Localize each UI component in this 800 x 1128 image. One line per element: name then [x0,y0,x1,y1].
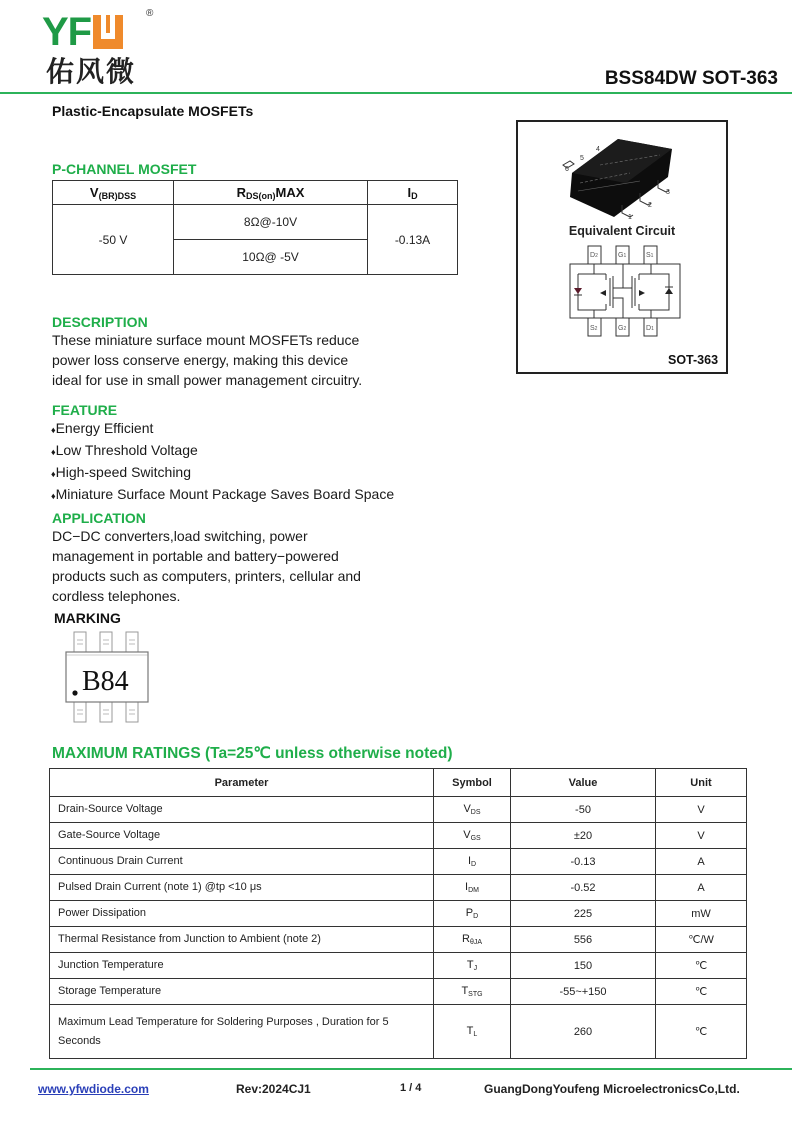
symbol-cell: $P_D$ [434,901,511,927]
application-line: management in portable and battery−powered [52,548,339,564]
registered-mark: ® [146,8,154,19]
pin-label-g1: G1 [618,252,627,259]
equivalent-circuit-diagram [568,244,683,338]
ratings-row [50,823,747,849]
package-drawing [560,125,690,220]
unit-cell: mW [656,901,747,927]
equivalent-circuit-title: Equivalent Circuit [568,224,676,238]
unit-cell: V [656,797,747,823]
header-rdson: $R_{DS(on)}MAX$ [174,181,368,205]
rdson-value-1: 8Ω@-10V [174,205,368,240]
ratings-table [49,768,747,1059]
document-subtitle: Plastic-Encapsulate MOSFETs [52,103,254,119]
marking-code: B84 [82,666,129,697]
pin-label-d2: D2 [590,252,598,259]
feature-heading: FEATURE [52,402,118,418]
part-number-title: BSS84DW SOT-363 [604,68,778,89]
description-heading: DESCRIPTION [52,314,148,330]
application-heading: APPLICATION [52,510,146,526]
parameter-cell: Storage Temperature [50,979,434,1005]
header-vbrdss: $V_{(BR)DSS}$ [53,181,174,205]
revision-label: Rev:2024CJ1 [236,1082,311,1096]
col-unit: Unit [656,769,747,797]
parameter-cell: Maximum Lead Temperature for Soldering Purposes , Duration for 5 Seconds [50,1005,434,1059]
pin-2-label: 2 [648,202,652,209]
parameter-cell: Continuous Drain Current [50,849,434,875]
ratings-row [50,849,747,875]
bullet-icon: ♦ [51,425,56,435]
feature-list [51,418,394,506]
unit-cell: ℃ [656,1005,747,1059]
description-text [52,330,362,390]
description-line: These miniature surface mount MOSFETs reduce [52,332,360,348]
symbol-cell: $V_{GS}$ [434,823,511,849]
col-parameter: Parameter [50,769,434,797]
summary-table [52,180,458,275]
application-line: products such as computers, printers, cellular and [52,568,361,584]
marking-diagram [64,630,156,726]
website-link[interactable]: www.yfwdiode.com [38,1082,149,1096]
pin-6-label: 6 [565,166,569,173]
footer-divider [30,1068,792,1070]
value-cell: 260 [511,1005,656,1059]
page-number: 1 / 4 [400,1082,422,1094]
ratings-row [50,901,747,927]
value-cell: -0.13 [511,849,656,875]
ratings-header-row [50,769,747,797]
symbol-cell: $T_J$ [434,953,511,979]
symbol-cell: $T_L$ [434,1005,511,1059]
parameter-cell: Pulsed Drain Current (note 1) @tp <10 μs [50,875,434,901]
value-cell: 225 [511,901,656,927]
ratings-row [50,927,747,953]
bullet-icon: ♦ [51,491,56,501]
ratings-row [50,875,747,901]
summary-heading: P-CHANNEL MOSFET [52,161,197,177]
pin-label-s1: S1 [646,252,654,259]
parameter-cell: Thermal Resistance from Junction to Ambient (note 2) [50,927,434,953]
pin-1-label: 1 [628,214,632,220]
unit-cell: A [656,849,747,875]
logo-letters: YF [42,10,92,54]
logo-w-icon [93,15,123,49]
col-value: Value [511,769,656,797]
vbrdss-value: -50 V [53,205,174,275]
unit-cell: ℃/W [656,927,747,953]
description-line: ideal for use in small power management circuitry. [52,372,363,388]
value-cell: ±20 [511,823,656,849]
feature-item: ♦Miniature Surface Mount Package Saves Board Space [51,486,395,502]
symbol-cell: $T_{STG}$ [434,979,511,1005]
pin-4-label: 4 [596,146,600,153]
ratings-title: MAXIMUM RATINGS (Ta=25℃ unless otherwise noted) [52,745,453,762]
parameter-cell: Junction Temperature [50,953,434,979]
parameter-cell: Drain-Source Voltage [50,797,434,823]
unit-cell: A [656,875,747,901]
ratings-row [50,979,747,1005]
application-text [52,526,361,606]
header-divider [0,92,792,94]
value-cell: -0.52 [511,875,656,901]
application-line: cordless telephones. [52,588,181,604]
company-name: GuangDongYoufeng MicroelectronicsCo,Ltd. [484,1082,740,1096]
pin1-dot-icon [72,690,77,695]
pin-label-d1: D1 [646,325,654,332]
feature-item: ♦High-speed Switching [51,464,191,480]
unit-cell: V [656,823,747,849]
pin-label-g2: G2 [618,325,627,332]
symbol-cell: $R_{\theta JA}$ [434,927,511,953]
col-symbol: Symbol [434,769,511,797]
value-cell: 556 [511,927,656,953]
pin-label-s2: S2 [590,325,598,332]
value-cell: -50 [511,797,656,823]
id-value: -0.13A [368,205,458,275]
symbol-cell: $V_{DS}$ [434,797,511,823]
company-logo [42,12,123,52]
application-line: DC−DC converters,load switching, power [52,528,308,544]
summary-header-row [53,181,458,205]
parameter-cell: Gate-Source Voltage [50,823,434,849]
rdson-value-2: 10Ω@ -5V [174,240,368,275]
parameter-cell: Power Dissipation [50,901,434,927]
feature-item: ♦Energy Efficient [51,420,154,436]
ratings-row [50,797,747,823]
marking-heading: MARKING [54,610,121,626]
bullet-icon: ♦ [51,447,56,457]
description-line: power loss conserve energy, making this device [52,352,349,368]
ratings-row [50,1005,747,1059]
pin-5-label: 5 [580,155,584,162]
header-id: $I_D$ [368,181,458,205]
pin-3-label: 3 [666,189,670,196]
unit-cell: ℃ [656,953,747,979]
symbol-cell: $I_{DM}$ [434,875,511,901]
package-label: SOT-363 [668,353,719,367]
symbol-cell: $I_D$ [434,849,511,875]
logo-chinese-name: 佑风微 [46,55,137,88]
bullet-icon: ♦ [51,469,56,479]
unit-cell: ℃ [656,979,747,1005]
ratings-row [50,953,747,979]
feature-item: ♦Low Threshold Voltage [51,442,198,458]
value-cell: -55~+150 [511,979,656,1005]
value-cell: 150 [511,953,656,979]
